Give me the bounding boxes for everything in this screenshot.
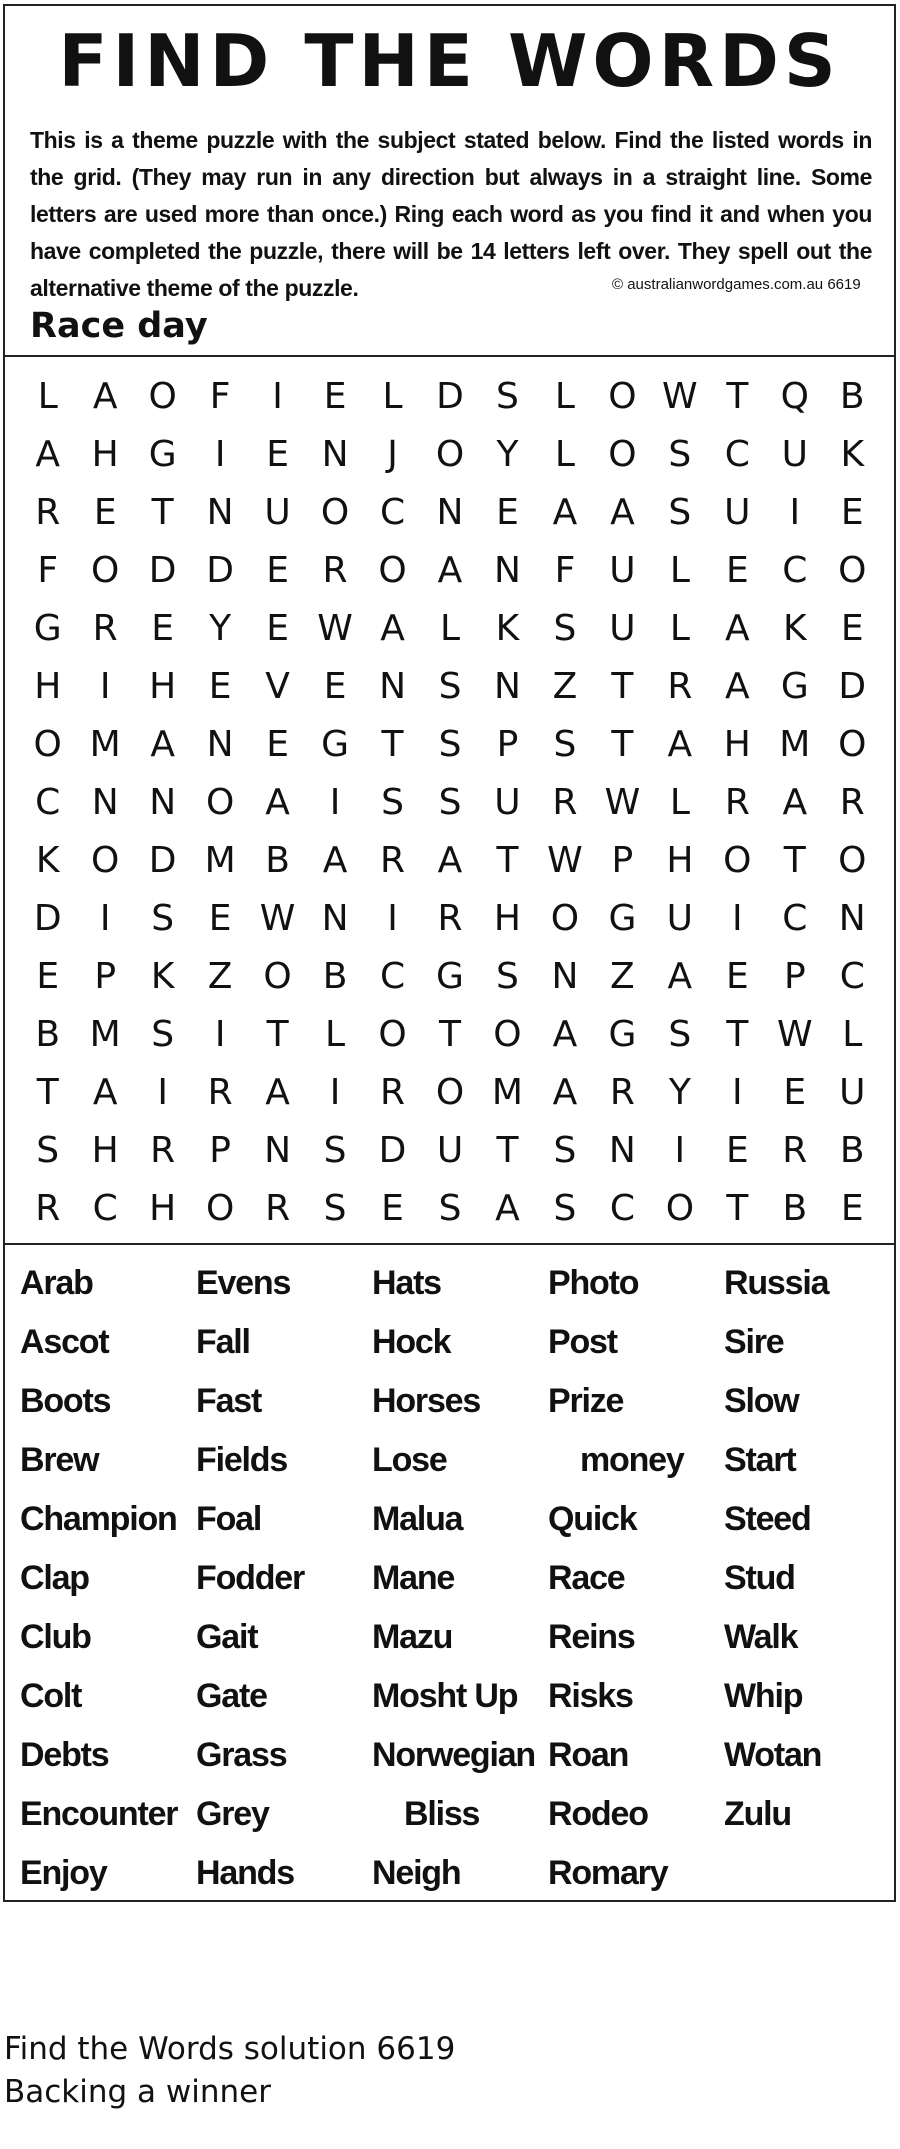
grid-letter[interactable]: S <box>553 723 577 765</box>
grid-letter[interactable]: W <box>317 607 353 649</box>
grid-letter[interactable]: A <box>667 955 693 997</box>
grid-letter[interactable]: C <box>379 955 406 997</box>
grid-letter[interactable]: A <box>782 781 808 823</box>
grid-letter[interactable]: A <box>552 1013 578 1055</box>
grid-letter[interactable]: L <box>669 781 690 823</box>
grid-letter[interactable]: A <box>265 781 290 823</box>
grid-letter[interactable]: O <box>435 1071 465 1113</box>
puzzle-box <box>3 4 896 1902</box>
grid-letter[interactable]: H <box>666 839 694 881</box>
grid-letter[interactable]: I <box>387 897 398 939</box>
word-list-item: Sire <box>724 1323 784 1361</box>
grid-letter[interactable]: Z <box>207 955 233 997</box>
grid-letter[interactable]: E <box>725 549 749 591</box>
grid-letter[interactable]: A <box>35 433 61 475</box>
grid-letter[interactable]: S <box>668 1013 692 1055</box>
grid-letter[interactable]: E <box>208 665 232 707</box>
grid-letter[interactable]: W <box>259 897 296 939</box>
grid-letter[interactable]: O <box>550 897 580 939</box>
word-list-item: Fast <box>196 1382 262 1420</box>
grid-letter[interactable]: D <box>838 665 867 707</box>
grid-letter[interactable]: A <box>92 375 118 417</box>
grid-letter[interactable]: G <box>321 723 350 765</box>
word-list-item: Start <box>724 1441 796 1479</box>
grid-letter[interactable]: A <box>495 1187 520 1229</box>
word-list-item: Rodeo <box>548 1795 648 1833</box>
word-list-item: Bliss <box>404 1795 480 1833</box>
grid-letter[interactable]: T <box>726 1013 749 1055</box>
grid-letter[interactable]: F <box>554 549 576 591</box>
word-list-item: Fields <box>196 1441 288 1479</box>
grid-letter[interactable]: L <box>842 1013 863 1055</box>
grid-letter[interactable]: B <box>839 375 865 417</box>
grid-letter[interactable]: E <box>208 897 232 939</box>
grid-letter[interactable]: K <box>782 607 807 649</box>
word-list-item: Russia <box>724 1264 829 1302</box>
grid-letter[interactable]: U <box>839 1071 866 1113</box>
letter-grid <box>19 367 881 1237</box>
grid-letter[interactable]: F <box>209 375 231 417</box>
grid-letter[interactable]: N <box>321 897 349 939</box>
word-list-item: Gait <box>196 1618 258 1656</box>
word-list-item: Reins <box>548 1618 635 1656</box>
grid-letter[interactable]: U <box>724 491 751 533</box>
grid-letter[interactable]: W <box>547 839 583 881</box>
grid-letter[interactable]: H <box>723 723 751 765</box>
word-column <box>196 1254 372 1903</box>
grid-letter[interactable]: M <box>779 723 811 765</box>
grid-letter[interactable]: C <box>782 897 808 939</box>
grid-letter[interactable]: D <box>378 1129 407 1171</box>
grid-letter[interactable]: E <box>266 549 289 591</box>
word-list-item: Grey <box>196 1795 269 1833</box>
grid-letter[interactable]: G <box>608 1013 637 1055</box>
grid-letter[interactable]: E <box>266 723 289 765</box>
grid-letter[interactable]: H <box>149 665 177 707</box>
grid-letter[interactable]: D <box>206 549 234 591</box>
grid-letter[interactable]: M <box>204 839 236 881</box>
grid-letter[interactable]: T <box>381 723 404 765</box>
grid-letter[interactable]: T <box>726 1187 749 1229</box>
grid-letter[interactable]: I <box>99 665 111 707</box>
grid-letter[interactable]: E <box>725 955 749 997</box>
word-list-item: Stud <box>724 1559 795 1597</box>
word-list-item: Walk <box>724 1618 798 1656</box>
grid-letter[interactable]: O <box>263 955 292 997</box>
word-list-item: Grass <box>196 1736 287 1774</box>
grid-letter[interactable]: E <box>323 665 347 707</box>
grid-letter[interactable]: J <box>387 433 398 475</box>
grid-letter[interactable]: V <box>265 665 290 707</box>
grid-letter[interactable]: F <box>37 549 59 591</box>
grid-letter[interactable]: T <box>611 665 634 707</box>
word-list-item: Clap <box>20 1559 89 1597</box>
word-list-item: Hock <box>372 1323 451 1361</box>
grid-letter[interactable]: O <box>91 839 120 881</box>
grid-letter[interactable]: K <box>840 433 865 475</box>
grid-letter[interactable]: N <box>436 491 464 533</box>
grid-letter[interactable]: N <box>608 1129 636 1171</box>
grid-letter[interactable]: S <box>553 1187 577 1229</box>
word-list-item: Wotan <box>724 1736 822 1774</box>
grid-letter[interactable]: S <box>438 781 462 823</box>
word-list-item: Arab <box>20 1264 93 1302</box>
grid-letter[interactable]: N <box>206 723 234 765</box>
grid-letter[interactable]: Z <box>610 955 635 997</box>
grid-letter[interactable]: S <box>496 955 519 997</box>
grid-letter[interactable]: A <box>437 839 463 881</box>
grid-letter[interactable]: O <box>33 723 62 765</box>
grid-letter[interactable]: S <box>323 1187 347 1229</box>
grid-letter[interactable]: O <box>838 723 867 765</box>
grid-letter[interactable]: I <box>272 375 283 417</box>
grid-letter[interactable]: N <box>493 665 521 707</box>
grid-letter[interactable]: R <box>437 897 463 939</box>
grid-letter[interactable]: H <box>34 665 62 707</box>
grid-letter[interactable]: H <box>493 897 521 939</box>
word-list-item: Hats <box>372 1264 441 1302</box>
grid-letter[interactable]: W <box>662 375 698 417</box>
grid-letter[interactable]: I <box>732 1071 743 1113</box>
grid-letter[interactable]: N <box>551 955 579 997</box>
grid-letter[interactable]: G <box>780 665 809 707</box>
grid-letter[interactable]: O <box>608 375 637 417</box>
grid-letter[interactable]: D <box>148 549 177 591</box>
grid-letter[interactable]: A <box>437 549 463 591</box>
grid-letter[interactable]: T <box>726 375 749 417</box>
grid-letter[interactable]: S <box>496 375 519 417</box>
grid-letter[interactable]: S <box>553 607 577 649</box>
grid-letter[interactable]: N <box>838 897 866 939</box>
word-column <box>548 1254 724 1903</box>
grid-letter[interactable]: E <box>36 955 60 997</box>
grid-letter[interactable]: G <box>436 955 464 997</box>
grid-letter[interactable]: I <box>214 1013 226 1055</box>
grid-letter[interactable]: P <box>94 955 117 997</box>
word-column <box>724 1254 900 1903</box>
grid-letter[interactable]: C <box>35 781 61 823</box>
grid-letter[interactable]: T <box>783 839 806 881</box>
grid-letter[interactable]: D <box>33 897 62 939</box>
grid-letter[interactable]: L <box>439 607 461 649</box>
grid-letter[interactable]: O <box>320 491 350 533</box>
grid-letter[interactable]: R <box>667 665 693 707</box>
word-list-item: Hands <box>196 1854 294 1892</box>
word-list-item: Photo <box>548 1264 639 1302</box>
grid-letter[interactable]: R <box>552 781 578 823</box>
grid-letter[interactable]: O <box>378 549 407 591</box>
word-list-item: Race <box>548 1559 625 1597</box>
grid-letter[interactable]: P <box>783 955 806 997</box>
word-list-item: Prize <box>548 1382 624 1420</box>
grid-letter[interactable]: O <box>838 839 867 881</box>
grid-letter[interactable]: C <box>724 433 750 475</box>
grid-letter[interactable]: T <box>438 1013 461 1055</box>
grid-letter[interactable]: A <box>92 1071 118 1113</box>
grid-letter[interactable]: A <box>552 1071 578 1113</box>
grid-letter[interactable]: N <box>91 781 119 823</box>
grid-letter[interactable]: U <box>609 607 636 649</box>
grid-letter[interactable]: N <box>206 491 234 533</box>
grid-letter[interactable]: S <box>668 433 692 475</box>
grid-letter[interactable]: K <box>35 839 60 881</box>
grid-letter[interactable]: L <box>554 433 575 475</box>
grid-letter[interactable]: R <box>380 839 406 881</box>
grid-letter[interactable]: D <box>436 375 464 417</box>
grid-letter[interactable]: I <box>157 1071 168 1113</box>
grid-letter[interactable]: R <box>322 549 348 591</box>
grid-letter[interactable]: O <box>723 839 752 881</box>
grid-letter[interactable]: O <box>378 1013 407 1055</box>
grid-letter[interactable]: Y <box>209 607 232 649</box>
grid-letter[interactable]: I <box>329 781 341 823</box>
grid-letter[interactable]: E <box>266 607 289 649</box>
grid-letter[interactable]: A <box>380 607 405 649</box>
word-list-item: Whip <box>724 1677 803 1715</box>
grid-letter[interactable]: O <box>608 433 637 475</box>
word-list-item: Romary <box>548 1854 668 1892</box>
grid-letter[interactable]: A <box>150 723 175 765</box>
grid-letter[interactable]: Q <box>780 375 809 417</box>
solution-title: Find the Words solution 6619 <box>4 2031 456 2067</box>
word-list-item: Norwegian <box>372 1736 536 1774</box>
word-list-item: Malua <box>372 1500 463 1538</box>
grid-letter[interactable]: A <box>725 665 750 707</box>
word-list-item: Post <box>548 1323 617 1361</box>
grid-letter[interactable]: Z <box>552 665 578 707</box>
grid-letter[interactable]: N <box>149 781 177 823</box>
grid-letter[interactable]: B <box>839 1129 865 1171</box>
grid-letter[interactable]: S <box>381 781 404 823</box>
grid-letter[interactable]: L <box>554 375 575 417</box>
word-list-item: Colt <box>20 1677 82 1715</box>
grid-letter[interactable]: C <box>609 1187 635 1229</box>
word-list-item: Lose <box>372 1441 447 1479</box>
grid-letter[interactable]: U <box>609 549 636 591</box>
grid-letter[interactable]: S <box>151 1013 175 1055</box>
word-list-item: Foal <box>196 1500 262 1538</box>
grid-letter[interactable]: C <box>782 549 808 591</box>
grid-letter[interactable]: B <box>35 1013 61 1055</box>
grid-letter[interactable]: C <box>839 955 865 997</box>
word-list-item: Enjoy <box>20 1854 107 1892</box>
word-list-item: Roan <box>548 1736 629 1774</box>
grid-letter[interactable]: H <box>149 1187 177 1229</box>
grid-letter[interactable]: P <box>496 723 519 765</box>
grid-letter[interactable]: M <box>89 1013 121 1055</box>
grid-letter[interactable]: I <box>732 897 743 939</box>
grid-letter[interactable]: T <box>611 723 634 765</box>
grid-letter[interactable]: N <box>493 549 521 591</box>
grid-letter[interactable]: E <box>496 491 519 533</box>
grid-letter[interactable]: M <box>89 723 121 765</box>
solution-block <box>4 2028 455 2114</box>
grid-letter[interactable]: A <box>610 491 635 533</box>
word-list-item: Fall <box>196 1323 250 1361</box>
grid-letter[interactable]: T <box>496 839 519 881</box>
grid-letter[interactable]: E <box>323 375 347 417</box>
grid-letter[interactable]: K <box>495 607 520 649</box>
word-list-item: Neigh <box>372 1854 461 1892</box>
grid-letter[interactable]: E <box>93 491 117 533</box>
grid-letter[interactable]: O <box>838 549 867 591</box>
word-list-item: Evens <box>196 1264 291 1302</box>
grid-letter[interactable]: T <box>151 491 174 533</box>
grid-letter[interactable]: S <box>438 1187 462 1229</box>
grid-letter[interactable]: O <box>493 1013 522 1055</box>
grid-letter[interactable]: U <box>436 1129 464 1171</box>
word-list-item: Champion <box>20 1500 177 1538</box>
grid-letter[interactable]: N <box>379 665 406 707</box>
grid-letter[interactable]: N <box>264 1129 292 1171</box>
grid-letter[interactable]: C <box>379 491 406 533</box>
grid-letter[interactable]: U <box>781 433 808 475</box>
grid-letter[interactable]: L <box>325 1013 346 1055</box>
word-list-item: Mosht Up <box>372 1677 518 1715</box>
word-list-item: Horses <box>372 1382 481 1420</box>
grid-letter[interactable]: E <box>151 607 175 649</box>
grid-letter[interactable]: S <box>151 897 175 939</box>
grid-letter[interactable]: I <box>214 433 226 475</box>
grid-top-divider <box>5 355 894 357</box>
grid-letter[interactable]: S <box>36 1129 60 1171</box>
grid-letter[interactable]: O <box>148 375 177 417</box>
grid-letter[interactable]: S <box>553 1129 577 1171</box>
grid-letter[interactable]: I <box>789 491 801 533</box>
grid-letter[interactable]: W <box>604 781 641 823</box>
grid-letter[interactable]: A <box>322 839 348 881</box>
grid-letter[interactable]: G <box>148 433 177 475</box>
grid-letter[interactable]: R <box>839 781 865 823</box>
word-list-item: Brew <box>20 1441 99 1479</box>
grid-letter[interactable]: W <box>776 1013 813 1055</box>
word-list-item: Debts <box>20 1736 109 1774</box>
word-column <box>20 1254 196 1903</box>
grid-letter[interactable]: G <box>33 607 62 649</box>
word-list-item: Mane <box>372 1559 455 1597</box>
grid-letter[interactable]: O <box>435 433 465 475</box>
grid-letter[interactable]: B <box>265 839 290 881</box>
grid-letter[interactable]: T <box>36 1071 59 1113</box>
grid-letter[interactable]: I <box>99 897 111 939</box>
grid-letter[interactable]: A <box>667 723 693 765</box>
grid-letter[interactable]: L <box>669 549 690 591</box>
grid-letter[interactable]: S <box>323 1129 347 1171</box>
grid-letter[interactable]: S <box>438 665 462 707</box>
word-list-item: Boots <box>20 1382 111 1420</box>
grid-letter[interactable]: O <box>665 1187 695 1229</box>
grid-letter[interactable]: R <box>782 1129 808 1171</box>
grid-letter[interactable]: U <box>494 781 521 823</box>
grid-letter[interactable]: H <box>91 1129 119 1171</box>
copyright-notice: © australianwordgames.com.au 6619 <box>612 276 861 293</box>
grid-letter[interactable]: S <box>438 723 462 765</box>
grid-letter[interactable]: S <box>668 491 692 533</box>
grid-letter[interactable]: U <box>666 897 694 939</box>
grid-letter[interactable]: B <box>322 955 348 997</box>
grid-letter[interactable]: R <box>35 1187 61 1229</box>
word-column <box>372 1254 548 1903</box>
grid-letter[interactable]: H <box>91 433 119 475</box>
grid-letter[interactable]: A <box>265 1071 290 1113</box>
grid-letter[interactable]: E <box>840 491 864 533</box>
grid-letter[interactable]: R <box>609 1071 635 1113</box>
word-list-item: Fodder <box>196 1559 305 1597</box>
word-list-item: Zulu <box>724 1795 791 1833</box>
word-list-item: Ascot <box>20 1323 109 1361</box>
grid-letter[interactable]: T <box>496 1129 519 1171</box>
grid-letter[interactable]: P <box>209 1129 231 1171</box>
grid-letter[interactable]: O <box>91 549 120 591</box>
grid-letter[interactable]: T <box>266 1013 289 1055</box>
grid-letter[interactable]: E <box>266 433 289 475</box>
grid-letter[interactable]: Y <box>668 1071 691 1113</box>
grid-letter[interactable]: P <box>611 839 634 881</box>
grid-letter[interactable]: C <box>92 1187 118 1229</box>
word-list-item: Encounter <box>20 1795 178 1833</box>
grid-letter[interactable]: G <box>608 897 637 939</box>
word-list <box>20 1254 890 1903</box>
instructions: This is a theme puzzle with the subject stated below. Find the listed words in the grid. (They may run in any direction but always in a straight line. Some letters are used more than once.) Ring each word as you find it and when you have completed the puzzle, there will be 14 letters left over. They spell out the alternative theme of the puzzle. <box>30 127 872 301</box>
grid-letter[interactable]: R <box>92 607 118 649</box>
word-list-item: Gate <box>196 1677 267 1715</box>
word-list-item: Slow <box>724 1382 799 1420</box>
grid-letter[interactable]: E <box>840 1187 864 1229</box>
grid-letter[interactable]: E <box>725 1129 749 1171</box>
word-list-item: Risks <box>548 1677 633 1715</box>
word-list-item: Mazu <box>372 1618 453 1656</box>
theme-label: Race day <box>30 306 208 346</box>
grid-letter[interactable]: E <box>783 1071 807 1113</box>
grid-letter[interactable]: L <box>37 375 58 417</box>
grid-letter[interactable]: K <box>150 955 175 997</box>
grid-letter[interactable]: O <box>205 1187 235 1229</box>
grid-letter[interactable]: B <box>782 1187 808 1229</box>
grid-letter[interactable]: E <box>381 1187 404 1229</box>
grid-letter[interactable]: A <box>725 607 750 649</box>
word-list-item: Steed <box>724 1500 811 1538</box>
grid-letter[interactable]: N <box>321 433 349 475</box>
grid-letter[interactable]: R <box>207 1071 233 1113</box>
grid-letter[interactable]: L <box>382 375 403 417</box>
grid-letter[interactable]: A <box>552 491 578 533</box>
puzzle-title: FIND THE WORDS <box>58 19 841 103</box>
grid-letter[interactable]: R <box>35 491 61 533</box>
grid-letter[interactable]: D <box>148 839 177 881</box>
grid-letter[interactable]: M <box>491 1071 523 1113</box>
grid-letter[interactable]: R <box>724 781 750 823</box>
grid-bottom-divider <box>5 1243 894 1245</box>
grid-letter[interactable]: I <box>674 1129 686 1171</box>
grid-letter[interactable]: Y <box>496 433 519 475</box>
word-list-item: Quick <box>548 1500 637 1538</box>
grid-letter[interactable]: O <box>205 781 235 823</box>
grid-letter[interactable]: R <box>265 1187 291 1229</box>
solution-answer: Backing a winner <box>4 2074 271 2110</box>
grid-letter[interactable]: R <box>150 1129 176 1171</box>
grid-letter[interactable]: E <box>840 607 864 649</box>
grid-letter[interactable]: R <box>380 1071 406 1113</box>
word-list-item: Club <box>20 1618 91 1656</box>
word-list-item: money <box>580 1441 684 1479</box>
grid-letter[interactable]: L <box>669 607 690 649</box>
grid-letter[interactable]: U <box>264 491 291 533</box>
grid-letter[interactable]: I <box>329 1071 341 1113</box>
